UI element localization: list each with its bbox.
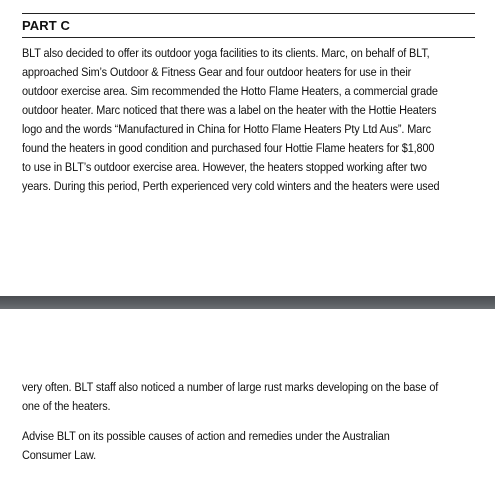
paragraph-line: years. During this period, Perth experienced very cold winters and the heaters were used — [22, 179, 440, 193]
page-break-bar — [0, 296, 495, 309]
paragraph-line: approached Sim’s Outdoor & Fitness Gear and four outdoor heaters for use in their — [22, 65, 412, 79]
heading-bottom-rule — [22, 37, 475, 38]
paragraph-question — [22, 427, 425, 465]
paragraph-line: Advise BLT on its possible causes of action and remedies under the Australian — [22, 429, 390, 443]
section-heading: PART C — [22, 18, 71, 33]
paragraph-line: logo and the words “Manufactured in China for Hotto Flame Heaters Pty Ltd Aus”. Marc — [22, 122, 431, 136]
paragraph-line: outdoor exercise area. Sim recommended the Hotto Flame Heaters, a commercial grade — [22, 84, 438, 98]
paragraph-line: BLT also decided to offer its outdoor yoga facilities to its clients. Marc, on behalf of BLT, — [22, 46, 430, 60]
paragraph-line: Consumer Law. — [22, 448, 97, 462]
paragraph-line: to use in BLT’s outdoor exercise area. However, the heaters stopped working after two — [22, 160, 427, 174]
paragraph-line: outdoor heater. Marc noticed that there was a label on the heater with the Hottie Heaters — [22, 103, 437, 117]
paragraph-scenario — [22, 44, 440, 196]
paragraph-line: very often. BLT staff also noticed a number of large rust marks developing on the base of — [22, 380, 439, 394]
heading-top-rule — [22, 13, 475, 14]
paragraph-line: one of the heaters. — [22, 399, 111, 413]
paragraph-continuation — [22, 378, 439, 416]
paragraph-line: found the heaters in good condition and purchased four Hottie Flame heaters for $1,800 — [22, 141, 435, 155]
